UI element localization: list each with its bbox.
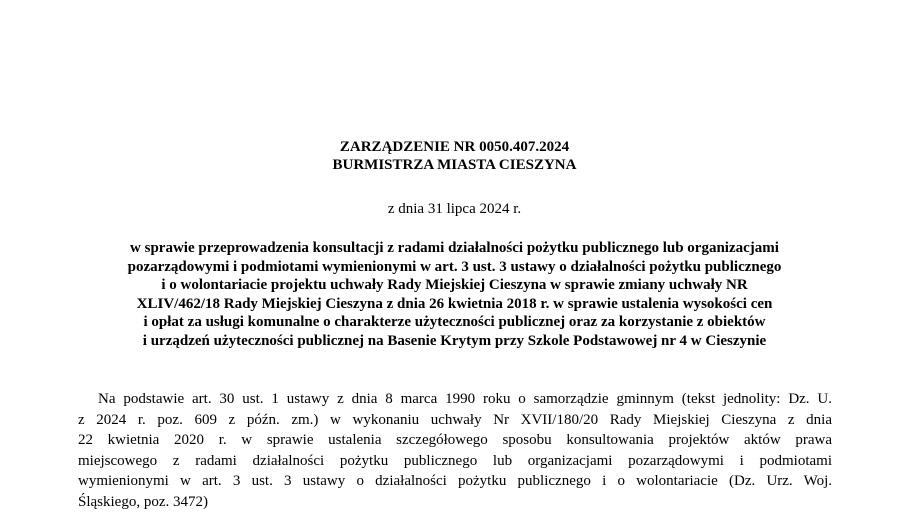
document-subject <box>0 239 909 350</box>
subject-line: i o wolontariacie projektu uchwały Rady Miejskiej Cieszyna w sprawie zmiany uchwały NR <box>0 276 909 295</box>
body-line: z 2024 r. poz. 609 z późn. zm.) w wykonaniu uchwały Nr XVII/180/20 Rady Miejskiej Cieszyna z dnia <box>78 410 832 431</box>
body-line: Na podstawie art. 30 ust. 1 ustawy z dnia 8 marca 1990 roku o samorządzie gminnym (tekst jednolity: Dz. U. <box>78 389 832 410</box>
document-issuer: BURMISTRZA MIASTA CIESZYNA <box>0 156 909 174</box>
body-line: Śląskiego, poz. 3472) <box>78 492 832 512</box>
subject-line: w sprawie przeprowadzenia konsultacji z radami działalności pożytku publicznego lub organizacjami <box>0 239 909 258</box>
body-line: wymienionymi w art. 3 ust. 3 ustawy o działalności pożytku publicznego i o wolontariacie (Dz. Urz. Woj. <box>78 471 832 492</box>
subject-line: XLIV/462/18 Rady Miejskiej Cieszyna z dnia 26 kwietnia 2018 r. w sprawie ustalenia wysokości cen <box>0 295 909 314</box>
document-date: z dnia 31 lipca 2024 r. <box>0 200 909 218</box>
subject-line: pozarządowymi i podmiotami wymienionymi w art. 3 ust. 3 ustawy o działalności pożytku publicznego <box>0 258 909 277</box>
document-title: ZARZĄDZENIE NR 0050.407.2024 <box>0 138 909 156</box>
body-line: miejscowego z radami działalności pożytku publicznego lub organizacjami pozarządowymi i podmiotami <box>78 451 832 472</box>
document-body-paragraph <box>78 389 832 512</box>
body-line: 22 kwietnia 2020 r. w sprawie ustalenia szczegółowego sposobu konsultowania projektów aktów prawa <box>78 430 832 451</box>
subject-line: i urządzeń użyteczności publicznej na Basenie Krytym przy Szkole Podstawowej nr 4 w Cieszynie <box>0 332 909 351</box>
subject-line: i opłat za usługi komunalne o charakterze użyteczności publicznej oraz za korzystanie z obiektów <box>0 313 909 332</box>
